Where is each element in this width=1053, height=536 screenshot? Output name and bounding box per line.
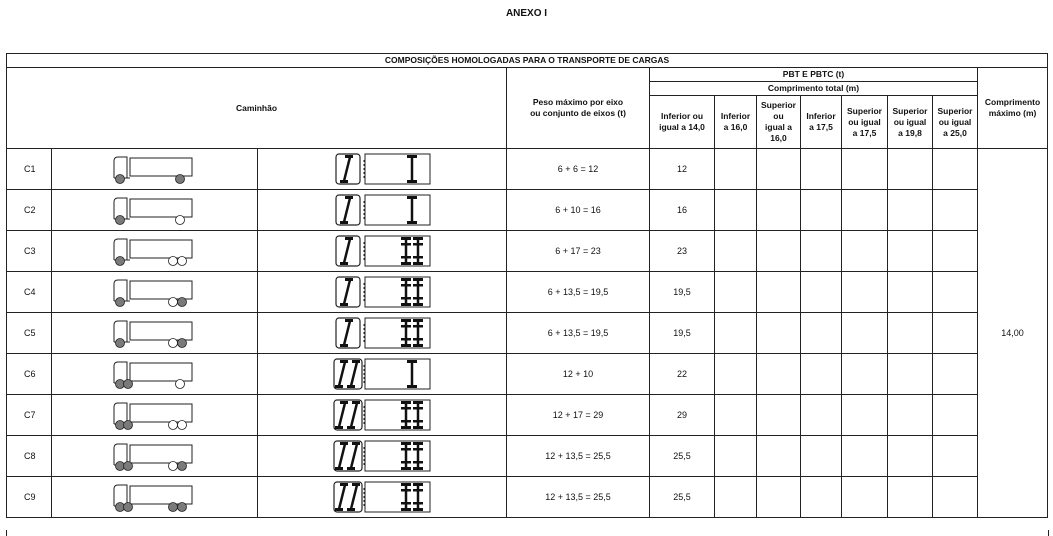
empty-cell (933, 477, 978, 518)
table-title: COMPOSIÇÕES HOMOLOGADAS PARA O TRANSPORTE DE CARGAS (7, 54, 1048, 68)
empty-cell (888, 395, 933, 436)
empty-cell (933, 395, 978, 436)
table-row (7, 190, 1048, 231)
empty-cell (842, 395, 888, 436)
empty-cell (715, 190, 757, 231)
empty-cell (757, 272, 801, 313)
empty-cell (842, 313, 888, 354)
truck-side-view (52, 395, 258, 436)
axle-diagram (258, 149, 507, 190)
empty-cell (888, 477, 933, 518)
max-axle-weight: 12 + 17 = 29 (507, 395, 650, 436)
empty-cell (715, 313, 757, 354)
empty-cell (757, 354, 801, 395)
truck-side-view (52, 313, 258, 354)
empty-cell (842, 149, 888, 190)
empty-cell (715, 477, 757, 518)
composition-code: C6 (7, 354, 52, 395)
composition-code: C2 (7, 190, 52, 231)
max-axle-weight: 6 + 6 = 12 (507, 149, 650, 190)
pbt-value: 25,5 (650, 477, 715, 518)
empty-cell (757, 231, 801, 272)
max-axle-weight: 6 + 13,5 = 19,5 (507, 272, 650, 313)
weight-header: Peso máximo por eixo ou conjunto de eixos (t) (507, 68, 650, 149)
table-row (7, 354, 1048, 395)
composition-code: C5 (7, 313, 52, 354)
table-row (7, 313, 1048, 354)
axle-diagram (258, 477, 507, 518)
empty-cell (842, 477, 888, 518)
composition-code: C9 (7, 477, 52, 518)
max-length-value: 14,00 (978, 149, 1048, 518)
empty-cell (888, 313, 933, 354)
empty-cell (801, 354, 842, 395)
max-axle-weight: 6 + 10 = 16 (507, 190, 650, 231)
truck-side-view (52, 149, 258, 190)
empty-cell (842, 354, 888, 395)
annex-title: ANEXO I (505, 8, 548, 19)
length-range-header-1: Inferior ou igual a 14,0 (650, 96, 715, 149)
empty-cell (842, 231, 888, 272)
empty-cell (801, 477, 842, 518)
max-axle-weight: 6 + 17 = 23 (507, 231, 650, 272)
empty-cell (888, 436, 933, 477)
pbt-value: 22 (650, 354, 715, 395)
max-axle-weight: 12 + 10 (507, 354, 650, 395)
empty-cell (757, 190, 801, 231)
empty-cell (933, 190, 978, 231)
axle-diagram (258, 395, 507, 436)
max-axle-weight: 12 + 13,5 = 25,5 (507, 436, 650, 477)
empty-cell (757, 436, 801, 477)
empty-cell (933, 313, 978, 354)
empty-cell (888, 354, 933, 395)
axle-diagram (258, 190, 507, 231)
empty-cell (715, 354, 757, 395)
empty-cell (888, 272, 933, 313)
length-range-header-4: Inferior a 17,5 (801, 96, 842, 149)
empty-cell (842, 436, 888, 477)
pbt-value: 12 (650, 149, 715, 190)
composition-code: C3 (7, 231, 52, 272)
table-row (7, 477, 1048, 518)
max-axle-weight: 12 + 13,5 = 25,5 (507, 477, 650, 518)
pbt-value: 19,5 (650, 313, 715, 354)
composition-code: C7 (7, 395, 52, 436)
truck-side-view (52, 190, 258, 231)
empty-cell (842, 272, 888, 313)
truck-side-view (52, 436, 258, 477)
composition-code: C1 (7, 149, 52, 190)
empty-cell (757, 477, 801, 518)
composition-code: C8 (7, 436, 52, 477)
empty-cell (715, 272, 757, 313)
table-row (7, 395, 1048, 436)
length-range-header-3: Superior ou igual a 16,0 (757, 96, 801, 149)
empty-cell (801, 395, 842, 436)
empty-cell (933, 231, 978, 272)
empty-cell (888, 231, 933, 272)
table-row (7, 436, 1048, 477)
truck-side-view (52, 477, 258, 518)
pbt-value: 23 (650, 231, 715, 272)
length-range-header-2: Inferior a 16,0 (715, 96, 757, 149)
comprimento-maximo-header: Comprimento máximo (m) (978, 68, 1048, 149)
truck-side-view (52, 231, 258, 272)
axle-diagram (258, 313, 507, 354)
empty-cell (757, 395, 801, 436)
compositions-table (6, 53, 1048, 518)
length-range-header-5: Superior ou igual a 17,5 (842, 96, 888, 149)
empty-cell (933, 149, 978, 190)
axle-diagram (258, 272, 507, 313)
axle-diagram (258, 231, 507, 272)
empty-cell (933, 354, 978, 395)
pbt-value: 25,5 (650, 436, 715, 477)
composition-code: C4 (7, 272, 52, 313)
truck-header: Caminhão (7, 68, 507, 149)
truck-side-view (52, 272, 258, 313)
empty-cell (888, 190, 933, 231)
empty-cell (933, 436, 978, 477)
truck-side-view (52, 354, 258, 395)
table-continuation (6, 530, 1049, 536)
empty-cell (801, 272, 842, 313)
empty-cell (715, 149, 757, 190)
pbt-value: 16 (650, 190, 715, 231)
length-range-header-7: Superior ou igual a 25,0 (933, 96, 978, 149)
empty-cell (842, 190, 888, 231)
empty-cell (801, 149, 842, 190)
empty-cell (801, 313, 842, 354)
empty-cell (715, 436, 757, 477)
empty-cell (801, 231, 842, 272)
empty-cell (757, 149, 801, 190)
empty-cell (801, 436, 842, 477)
axle-diagram (258, 436, 507, 477)
empty-cell (888, 149, 933, 190)
axle-diagram (258, 354, 507, 395)
empty-cell (757, 313, 801, 354)
pbt-value: 19,5 (650, 272, 715, 313)
table-row (7, 149, 1048, 190)
empty-cell (715, 231, 757, 272)
table-row (7, 231, 1048, 272)
table-row (7, 272, 1048, 313)
comprimento-total-header: Comprimento total (m) (650, 82, 978, 96)
length-range-header-6: Superior ou igual a 19,8 (888, 96, 933, 149)
empty-cell (801, 190, 842, 231)
max-axle-weight: 6 + 13,5 = 19,5 (507, 313, 650, 354)
empty-cell (715, 395, 757, 436)
empty-cell (933, 272, 978, 313)
pbt-value: 29 (650, 395, 715, 436)
pbt-header: PBT E PBTC (t) (650, 68, 978, 82)
